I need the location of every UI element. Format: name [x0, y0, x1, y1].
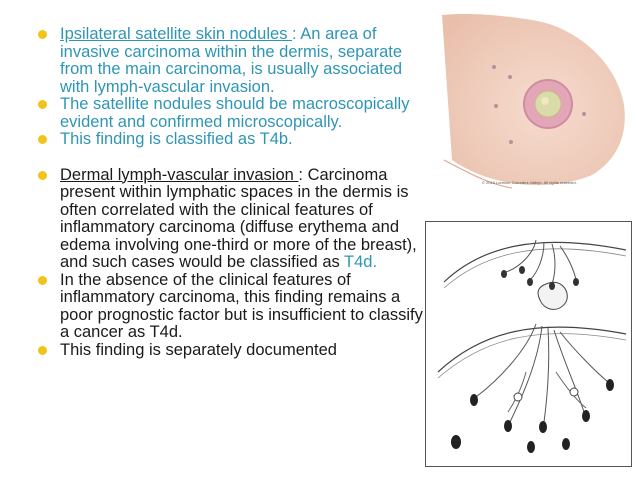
bullet-dot-icon	[38, 30, 47, 39]
satellite-nodule	[494, 104, 498, 108]
main-carcinoma	[535, 91, 561, 117]
definition-satellite-nodules: : An area of invasive carcinoma within the dermis, separate from the main carcinoma, is usually associated with lymph-vascular invasion.	[60, 25, 403, 96]
carcinoma-center	[541, 97, 549, 105]
diagram-lower-panel	[438, 324, 626, 453]
bullet-text: This finding is classified as T4b.	[60, 130, 293, 148]
satellite-nodule	[509, 140, 513, 144]
bullet-separately-documented	[36, 342, 431, 360]
bullet-dot-icon	[38, 276, 47, 285]
definition-dermal-invasion: : Carcinoma present within lymphatic spaces in the dermis is often correlated with the clinical features of inflammatory carcinoma (diffuse erythema and edema involving one-third or more of the breast), and such cases would be classified as	[60, 165, 417, 271]
bullet-dot-icon	[38, 100, 47, 109]
bullet-text: The satellite nodules should be macroscopically evident and confirmed microscopically.	[60, 95, 410, 131]
term-satellite-nodules: Ipsilateral satellite skin nodules	[60, 25, 293, 43]
satellite-nodule	[582, 112, 586, 116]
t4d-label: T4d.	[344, 253, 378, 271]
bullet-dot-icon	[38, 135, 47, 144]
satellite-nodule	[492, 65, 496, 69]
lymph-vascular-diagram	[425, 221, 632, 467]
diagram-upper-panel	[444, 240, 626, 309]
bullet-satellite-nodules	[36, 26, 431, 96]
satellite-nodule	[508, 75, 512, 79]
bullet-macroscopic	[36, 96, 431, 131]
bullet-text: In the absence of the clinical features of inflammatory carcinoma, this finding remains a poor prognostic factor but is insufficient to classify a cancer as T4d.	[60, 270, 423, 341]
bullet-dot-icon	[38, 171, 47, 180]
breast-nodules-illustration	[432, 10, 632, 200]
bullet-text: This finding is separately documented	[60, 340, 337, 359]
bullet-absence-clinical	[36, 272, 431, 342]
bullet-dot-icon	[38, 346, 47, 355]
bullet-t4b	[36, 131, 431, 149]
bullet-list	[36, 26, 431, 359]
term-dermal-invasion: Dermal lymph-vascular invasion	[60, 165, 299, 184]
bullet-dermal-invasion	[36, 167, 431, 272]
figure-copyright: © 2010 Lorenzo Gonzalez-Vallejo. All rights reserved.	[482, 180, 577, 185]
